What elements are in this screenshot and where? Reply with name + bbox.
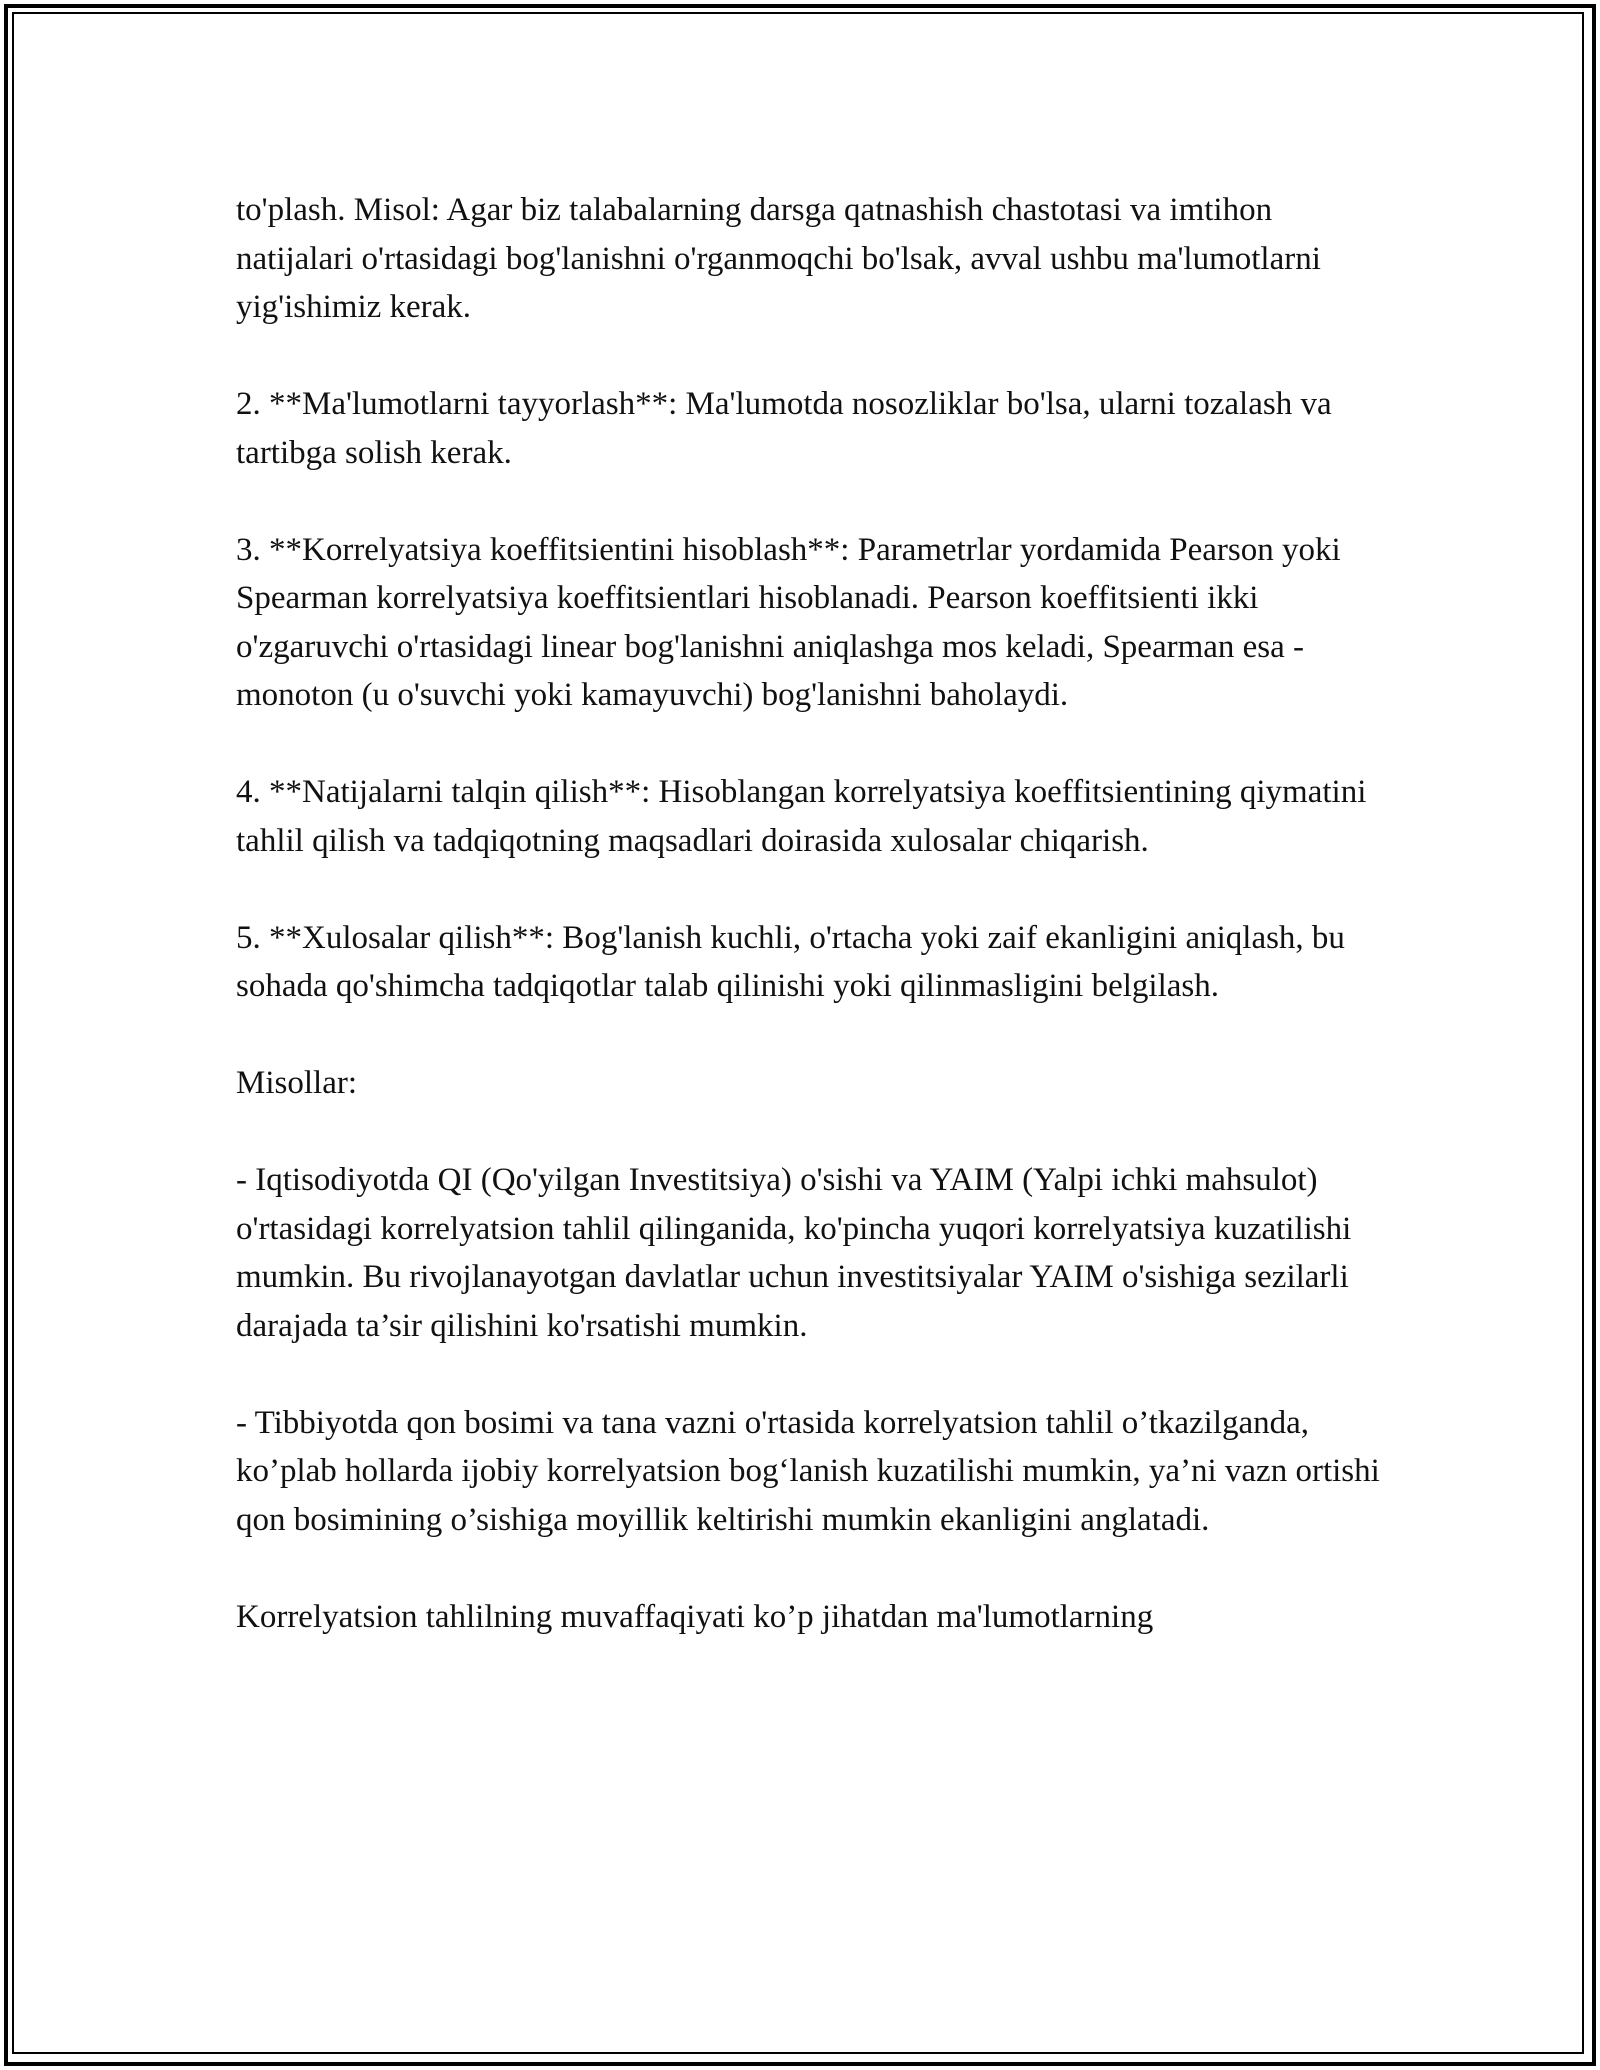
paragraph-step-4: 4. **Natijalarni talqin qilish**: Hisoblangan korrelyatsiya koeffitsientining qiymatini tahlil qilish va tadqiqotning maqsadlari doirasida xulosalar chiqarish. bbox=[236, 774, 1367, 859]
paragraph-data-collection: to'plash. Misol: Agar biz talabalarning darsga qatnashish chastotasi va imtihon natijalari o'rtasidagi bog'lanishni o'rganmoqchi bo'lsak, avval ushbu ma'lumotlarni yig'ishimiz kerak. bbox=[236, 192, 1321, 325]
example-medicine: - Tibbiyotda qon bosimi va tana vazni o'rtasida korrelyatsion tahlil o’tkazilganda, ko’plab hollarda ijobiy korrelyatsion bog‘lanish kuzatilishi mumkin, ya’ni vazn ortishi qon bosimining o’sishiga moyillik keltirishi mumkin ekanligini anglatadi. bbox=[236, 1404, 1380, 1538]
paragraph-conclusion: Korrelyatsion tahlilning muvaffaqiyati ko’p jihatdan ma'lumotlarning bbox=[236, 1598, 1154, 1635]
paragraph-step-2: 2. **Ma'lumotlarni tayyorlash**: Ma'lumotda nosozliklar bo'lsa, ularni tozalash va tartibga solish kerak. bbox=[236, 386, 1332, 471]
document-body bbox=[236, 186, 1386, 1641]
examples-heading: Misollar: bbox=[236, 1065, 357, 1101]
paragraph-step-5: 5. **Xulosalar qilish**: Bog'lanish kuchli, o'rtacha yoki zaif ekanligini aniqlash, bu sohada qo'shimcha tadqiqotlar talab qilinishi yoki qilinmasligini belgilash. bbox=[236, 919, 1345, 1004]
paragraph-step-3: 3. **Korrelyatsiya koeffitsientini hisoblash**: Parametrlar yordamida Pearson yoki Spearman korrelyatsiya koeffitsientlari hisoblanadi. Pearson koeffitsienti ikki o'zgaruvchi o'rtasidagi linear bog'lanishni aniqlashga mos keladi, Spearman esa - monoton (u o'suvchi yoki kamayuvchi) bog'lanishni baholaydi. bbox=[236, 531, 1341, 713]
example-economics: - Iqtisodiyotda QI (Qo'yilgan Investitsiya) o'sishi va YAIM (Yalpi ichki mahsulot) o'rtasidagi korrelyatsion tahlil qilinganida, ko'pincha yuqori korrelyatsiya kuzatilishi mumkin. Bu rivojlanayotgan davlatlar uchun investitsiyalar YAIM o'sishiga sezilarli darajada ta’sir qilishini ko'rsatishi mumkin. bbox=[236, 1162, 1352, 1344]
